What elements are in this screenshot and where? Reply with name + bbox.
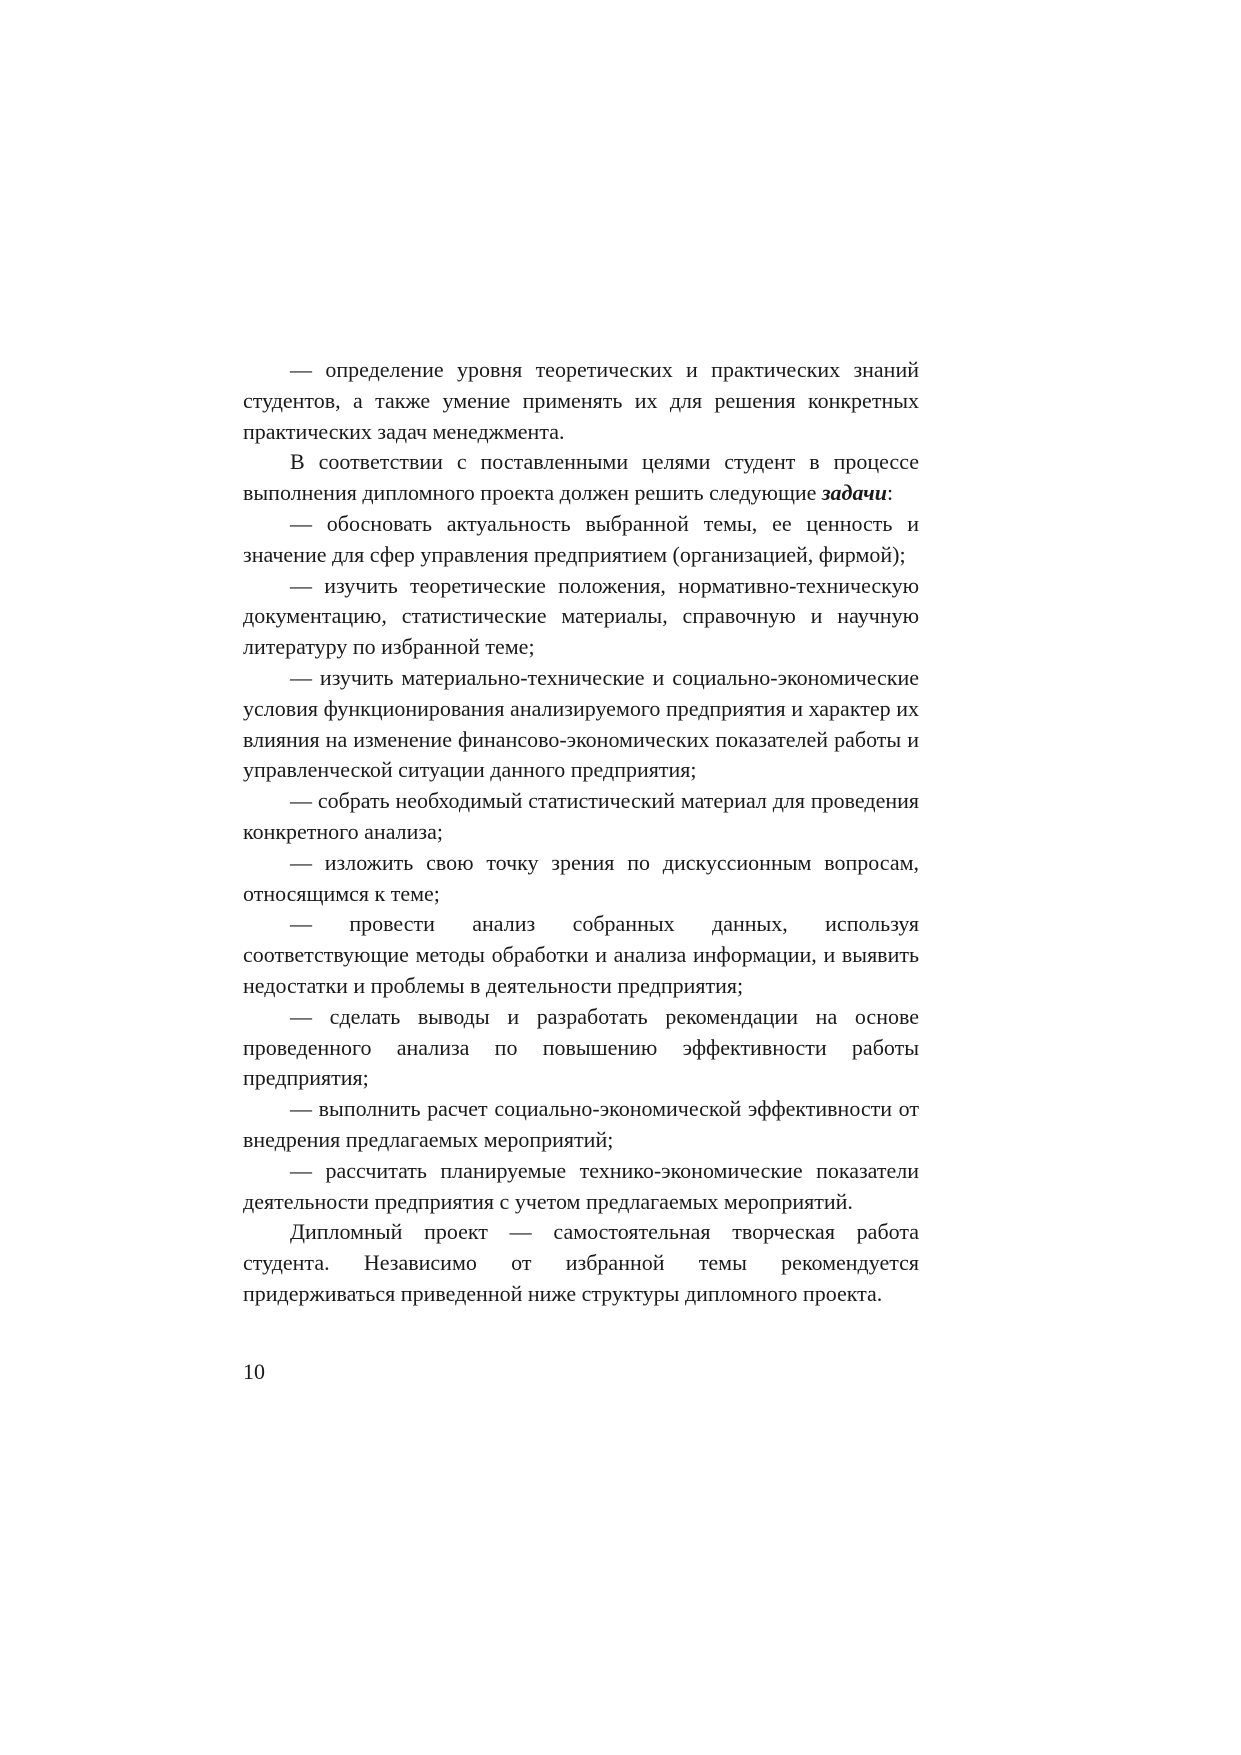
- task-item-collect-material: — собрать необходимый статистический материал для проведения конкретного анализа;: [243, 788, 919, 844]
- task-item-study-theory: — изучить теоретические положения, нормативно-техническую документацию, статистические материалы, справочную и научную литературу по избранной теме;: [243, 572, 919, 660]
- paragraph-project-definition: Дипломный проект — самостоятельная творческая работа студента. Независимо от избранной темы рекомендуется придерживаться приведенной ниже структуры дипломного проекта.: [243, 1219, 919, 1306]
- task-item-study-conditions: — изучить материально-технические и социально-экономические условия функционирования анализируемого предприятия и характер их влияния на изменение финансово-экономических показателей работы и управленческой ситуации данного предприятия;: [243, 664, 919, 783]
- task-item-analysis: — провести анализ собранных данных, используя соответствующие методы обработки и анализа информации, и выявить недостатки и проблемы в деятельности предприятия;: [243, 911, 919, 998]
- paragraph-tasks-intro: [243, 447, 919, 509]
- page-number: 10: [243, 1359, 265, 1384]
- task-item-relevance: — обосновать актуальность выбранной темы, ее ценность и значение для сфер управления предприятием (организацией, фирмой);: [243, 510, 919, 567]
- task-item-efficiency: — выполнить расчет социально-экономической эффективности от внедрения предлагаемых мероприятий;: [243, 1096, 919, 1152]
- body-text: [243, 355, 919, 1310]
- task-item-viewpoint: — изложить свою точку зрения по дискуссионным вопросам, относящимся к теме;: [243, 849, 919, 906]
- task-item-conclusions: — сделать выводы и разработать рекомендации на основе проведенного анализа по повышению эффективности работы предприятия;: [243, 1003, 919, 1091]
- paragraph-goal-knowledge: — определение уровня теоретических и практических знаний студентов, а также умение применять их для решения конкретных практических задач менеджмента.: [243, 357, 919, 444]
- tasks-intro-lead: В соответствии с поставленными целями студент в процессе выполнения дипломного проекта должен решить следующие: [243, 449, 919, 506]
- task-item-indicators: — рассчитать планируемые технико-экономические показатели деятельности предприятия с учетом предлагаемых мероприятий.: [243, 1157, 919, 1214]
- tasks-intro-tail: :: [886, 480, 894, 506]
- tasks-emphasis: задачи: [821, 480, 887, 506]
